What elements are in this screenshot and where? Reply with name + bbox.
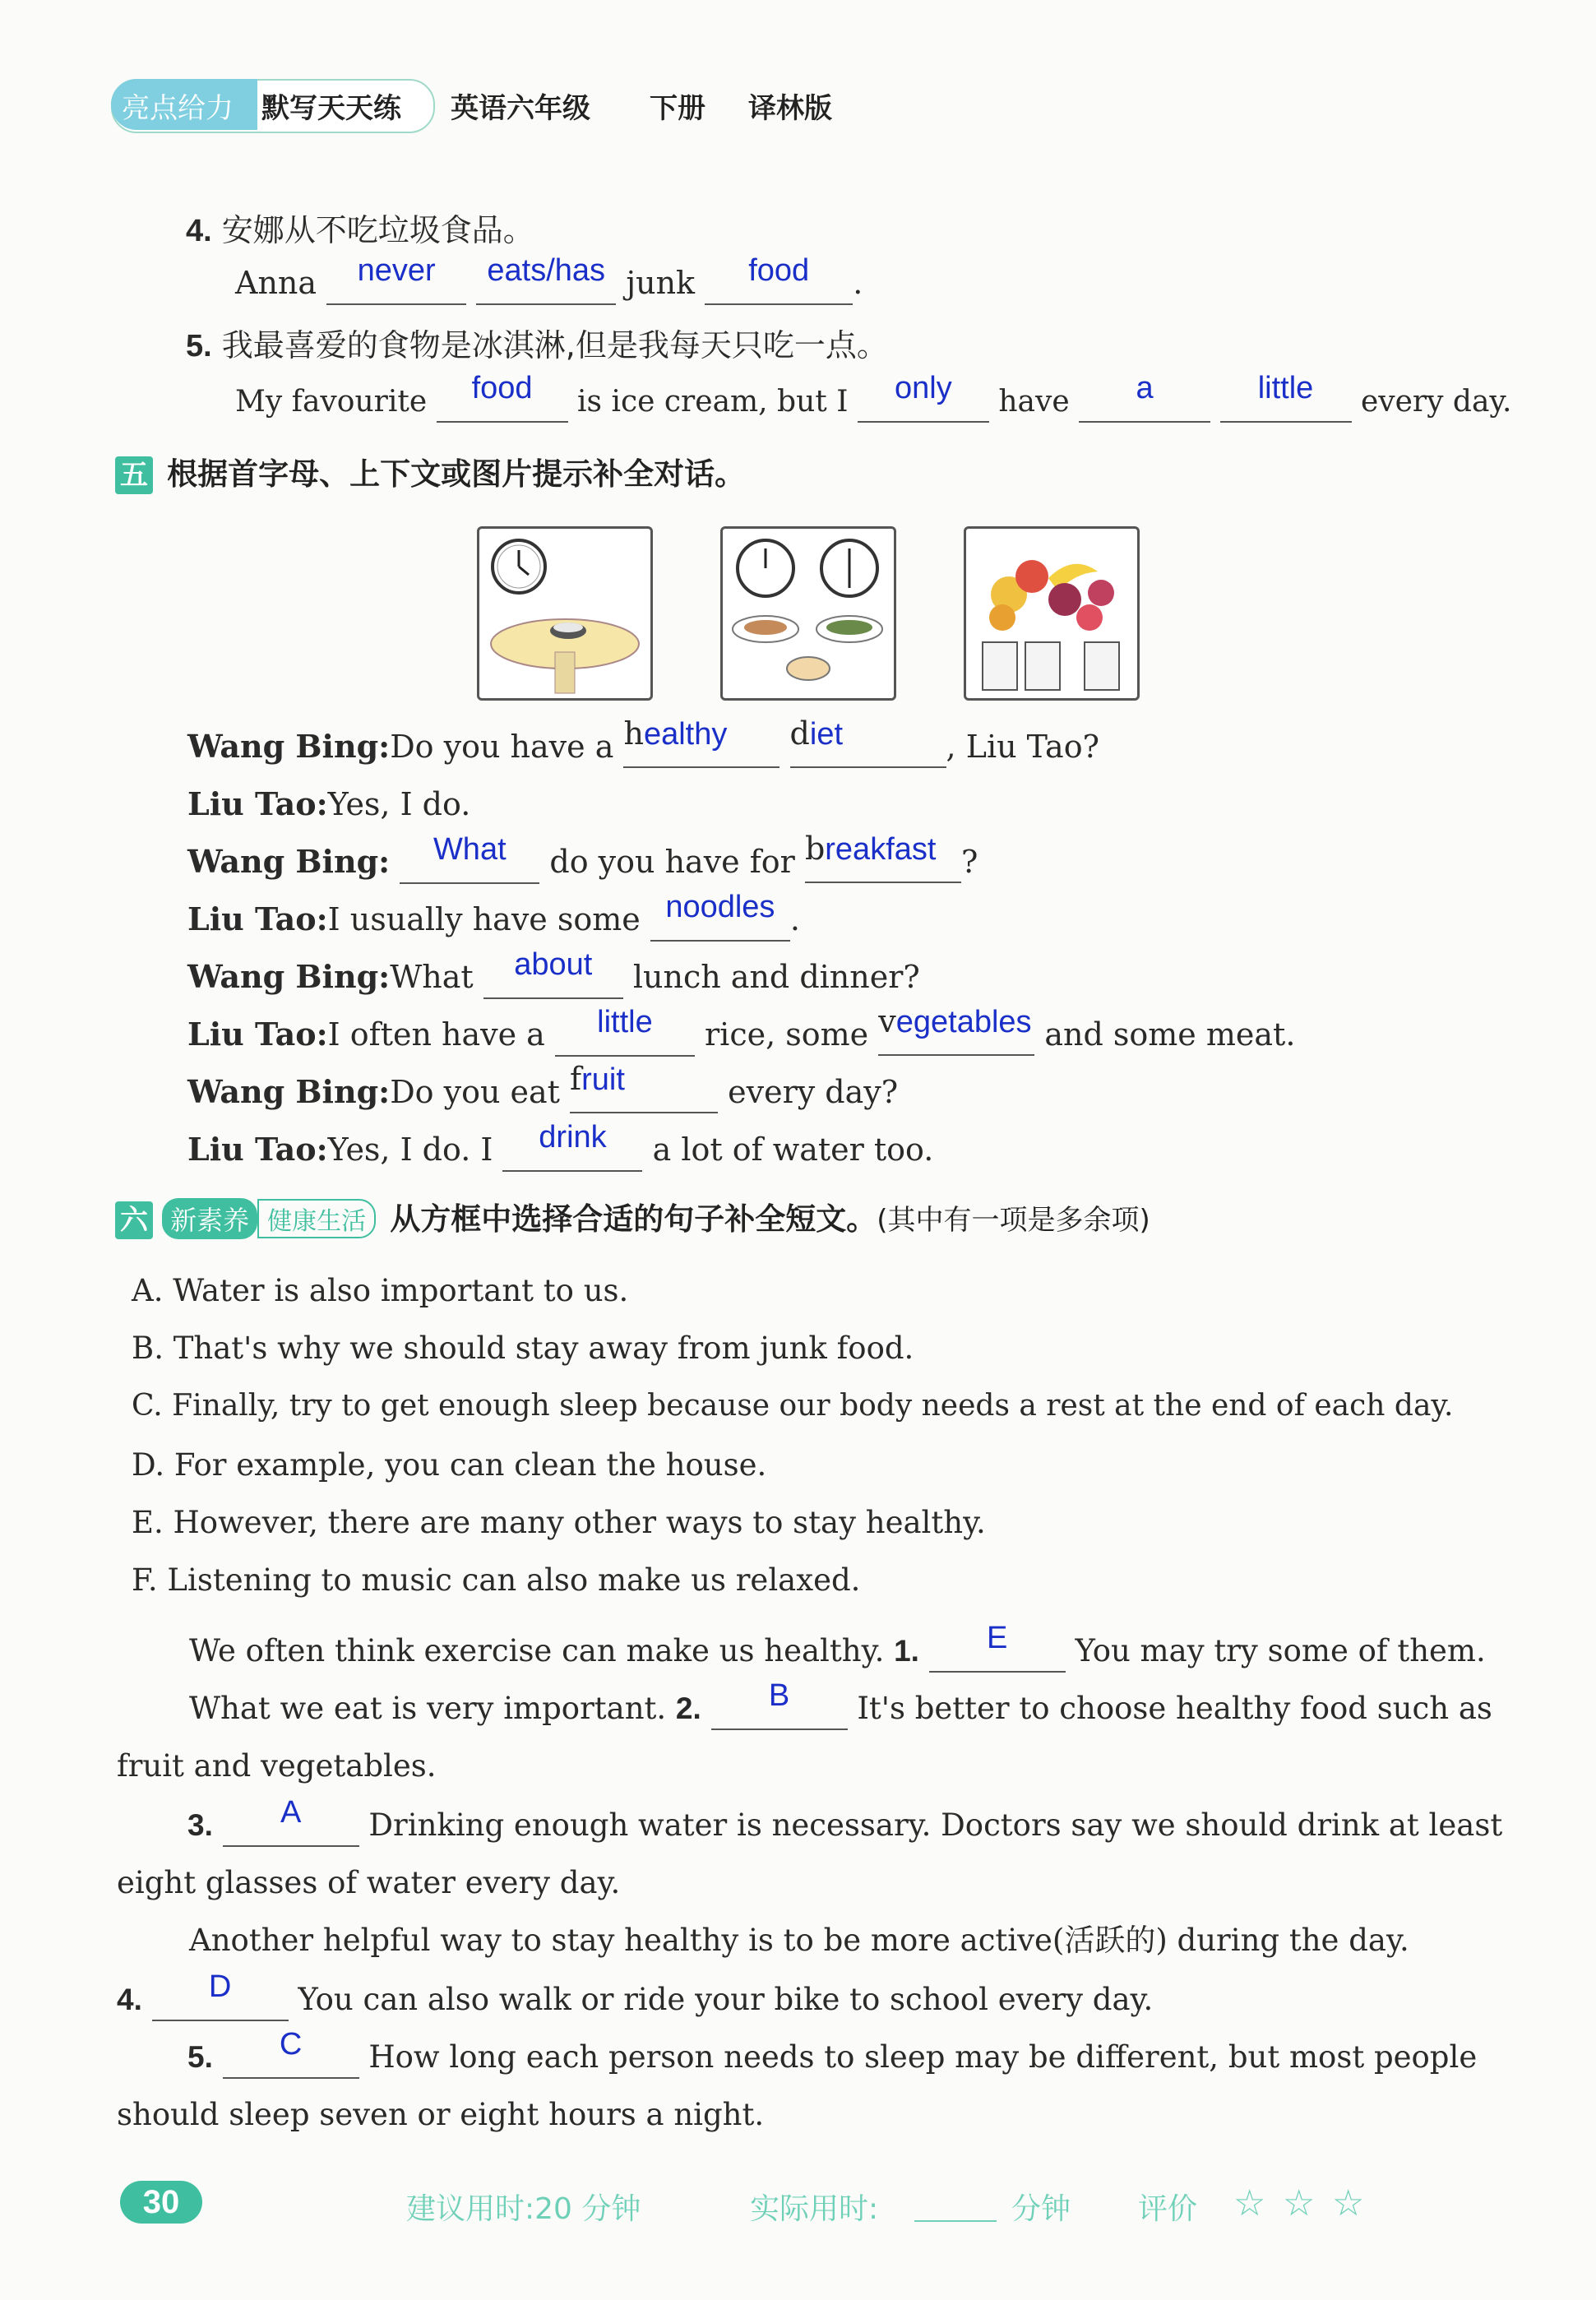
q4-cn: 4. 安娜从不吃垃圾食品。 xyxy=(186,212,534,248)
answer-blank[interactable]: little xyxy=(1220,382,1352,423)
answer-blank[interactable]: only xyxy=(858,382,989,423)
q4-en: Anna never eats/has junk food . xyxy=(235,263,863,305)
q5-cn: 5. 我最喜爱的食物是冰淇淋,但是我每天只吃一点。 xyxy=(186,327,888,363)
answer-blank[interactable]: eats/has xyxy=(476,264,616,305)
section-note: (其中有一项是多余项) xyxy=(877,1204,1150,1237)
answer-blank[interactable]: diet xyxy=(790,727,946,768)
brand-text: 亮点给力 xyxy=(122,92,234,125)
footer-actual-blank[interactable] xyxy=(914,2220,997,2222)
picture-fruit-water xyxy=(964,526,1140,701)
tag-healthy-life: 健康生活 xyxy=(257,1199,376,1238)
answer-blank[interactable]: fruit xyxy=(570,1072,718,1113)
dialog-line: Liu Tao:Yes, I do. I drink a lot of water too. xyxy=(187,1130,933,1172)
answer-blank[interactable]: C xyxy=(223,2038,359,2079)
answer-blank[interactable]: drink xyxy=(502,1131,642,1172)
answer-blank[interactable]: little xyxy=(555,1016,695,1057)
answer-blank[interactable]: What xyxy=(400,843,539,884)
answer-blank[interactable]: D xyxy=(152,1980,289,2021)
answer-blank[interactable]: A xyxy=(223,1806,359,1847)
dialog-line: Wang Bing:What about lunch and dinner? xyxy=(187,957,920,999)
answer-blank[interactable]: B xyxy=(711,1689,848,1730)
section-6-header xyxy=(115,1194,1150,1239)
passage-line: fruit and vegetables. xyxy=(117,1748,437,1784)
answer-blank[interactable]: breakfast xyxy=(805,842,961,883)
tag-new-literacy: 新素养 xyxy=(162,1198,257,1239)
passage-line: eight glasses of water every day. xyxy=(117,1865,621,1900)
section-title: 从方框中选择合适的句子补全短文。 xyxy=(390,1201,877,1237)
dialog-line: Liu Tao:I often have a little rice, some vegetables and some meat. xyxy=(187,1015,1295,1057)
footer-actual: 实际用时: xyxy=(750,2192,879,2226)
section-badge: 六 xyxy=(115,1201,153,1239)
footer-unit: 分钟 xyxy=(1011,2192,1071,2226)
answer-blank[interactable]: never xyxy=(326,264,466,305)
subject-text: 英语六年级 xyxy=(451,92,590,125)
edition-text: 译林版 xyxy=(748,92,832,125)
picture-clocks-meals xyxy=(720,526,896,701)
option-b: B. That's why we should stay away from junk food. xyxy=(132,1330,914,1366)
answer-blank[interactable]: a xyxy=(1079,382,1210,423)
dialog-line: Liu Tao:I usually have some noodles . xyxy=(187,900,800,942)
passage-line: should sleep seven or eight hours a night. xyxy=(117,2097,765,2132)
answer-blank[interactable]: food xyxy=(437,382,568,423)
series-text: 默写天天练 xyxy=(261,92,401,125)
option-c: C. Finally, try to get enough sleep because our body needs a rest at the end of each day. xyxy=(132,1389,1454,1423)
dialog-line: Liu Tao:Yes, I do. xyxy=(187,785,471,822)
answer-blank[interactable]: food xyxy=(705,264,853,305)
answer-blank[interactable]: about xyxy=(483,958,623,999)
dialog-line: Wang Bing: What do you have for breakfast ? xyxy=(187,842,978,884)
passage-line: 5. C How long each person needs to sleep may be different, but most people xyxy=(187,2038,1477,2079)
dialog-line: Wang Bing:Do you eat fruit every day? xyxy=(187,1072,898,1113)
answer-blank[interactable]: noodles xyxy=(650,900,790,942)
picture-clock-noodles xyxy=(477,526,653,701)
q5-en: My favourite food is ice cream, but I only have a little every day. xyxy=(235,382,1511,423)
option-d: D. For example, you can clean the house. xyxy=(132,1447,767,1483)
passage-line: We often think exercise can make us healthy. 1. E You may try some of them. xyxy=(189,1631,1486,1673)
volume-text: 下册 xyxy=(650,92,705,125)
section-title: 根据首字母、上下文或图片提示补全对话。 xyxy=(167,456,746,492)
option-e: E. However, there are many other ways to stay healthy. xyxy=(132,1505,986,1540)
dialog-line: Wang Bing:Do you have a healthy diet , Liu Tao? xyxy=(187,727,1099,768)
answer-blank[interactable]: healthy xyxy=(623,727,779,768)
footer-suggest: 建议用时:20 分钟 xyxy=(406,2192,641,2226)
passage-line: Another helpful way to stay healthy is to be more active(活跃的) during the day. xyxy=(189,1923,1409,1958)
page-number: 30 xyxy=(120,2181,202,2224)
star-icon[interactable]: ☆ xyxy=(1233,2182,1266,2224)
footer-rate: 评价 xyxy=(1138,2192,1198,2226)
option-f: F. Listening to music can also make us relaxed. xyxy=(132,1562,861,1598)
option-a: A. Water is also important to us. xyxy=(132,1273,629,1308)
passage-line: 4. D You can also walk or ride your bike to school every day. xyxy=(117,1980,1153,2021)
passage-line: 3. A Drinking enough water is necessary. Doctors say we should drink at least xyxy=(187,1806,1502,1847)
section-badge: 五 xyxy=(115,456,153,494)
answer-blank[interactable]: vegetables xyxy=(878,1015,1034,1056)
section-5-header xyxy=(115,449,745,494)
star-icon[interactable]: ☆ xyxy=(1283,2182,1316,2224)
star-icon[interactable]: ☆ xyxy=(1332,2182,1365,2224)
answer-blank[interactable]: E xyxy=(929,1631,1066,1673)
passage-line: What we eat is very important. 2. B It's better to choose healthy food such as xyxy=(189,1689,1492,1730)
